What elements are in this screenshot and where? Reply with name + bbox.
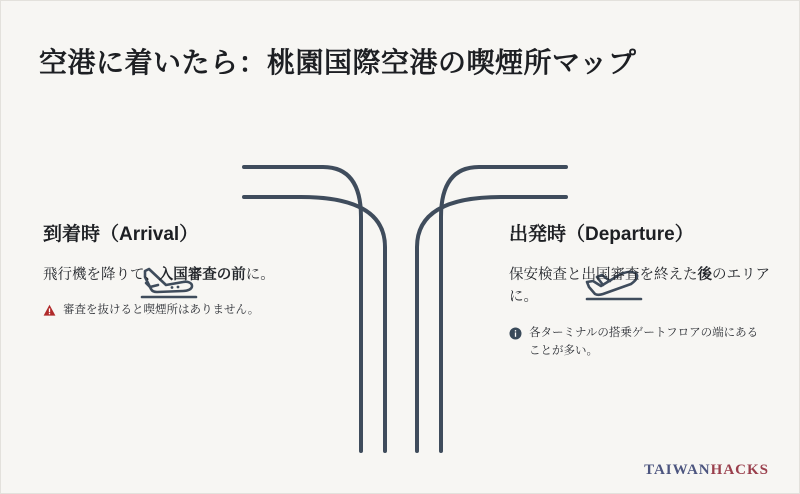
watermark-part1: TAIWAN [644,462,711,478]
arrival-body-bold: 入国審査の前 [158,267,246,283]
info-icon [509,327,522,340]
arrival-note [43,302,301,320]
departure-note [509,325,767,361]
watermark-part2: HACKS [710,462,769,478]
warning-icon [43,304,56,317]
departure-body-pre: 保安検査と出国審査を終えた [509,267,698,283]
departure-note-text: 各ターミナルの搭乗ゲートフロアの端にあることが多い。 [529,326,759,357]
arrival-body [43,264,305,286]
departure-heading: 出発時（Departure） [509,224,694,245]
watermark [644,462,769,479]
arrival-body-pre: 飛行機を降りて、 [43,267,159,283]
page-title: 空港に着いたら：桃園国際空港の喫煙所マップ [39,47,637,78]
arrival-heading: 到着時（Arrival） [43,224,199,245]
departure-body-bold: 後 [697,267,712,283]
arrival-body-post: に。 [245,267,275,283]
departure-body-post: のエリアに。 [509,267,770,306]
departure-body [509,264,771,309]
arrival-note-text: 審査を抜けると喫煙所はありません。 [63,304,260,317]
arrival-column [43,219,343,320]
departure-column [509,219,800,361]
